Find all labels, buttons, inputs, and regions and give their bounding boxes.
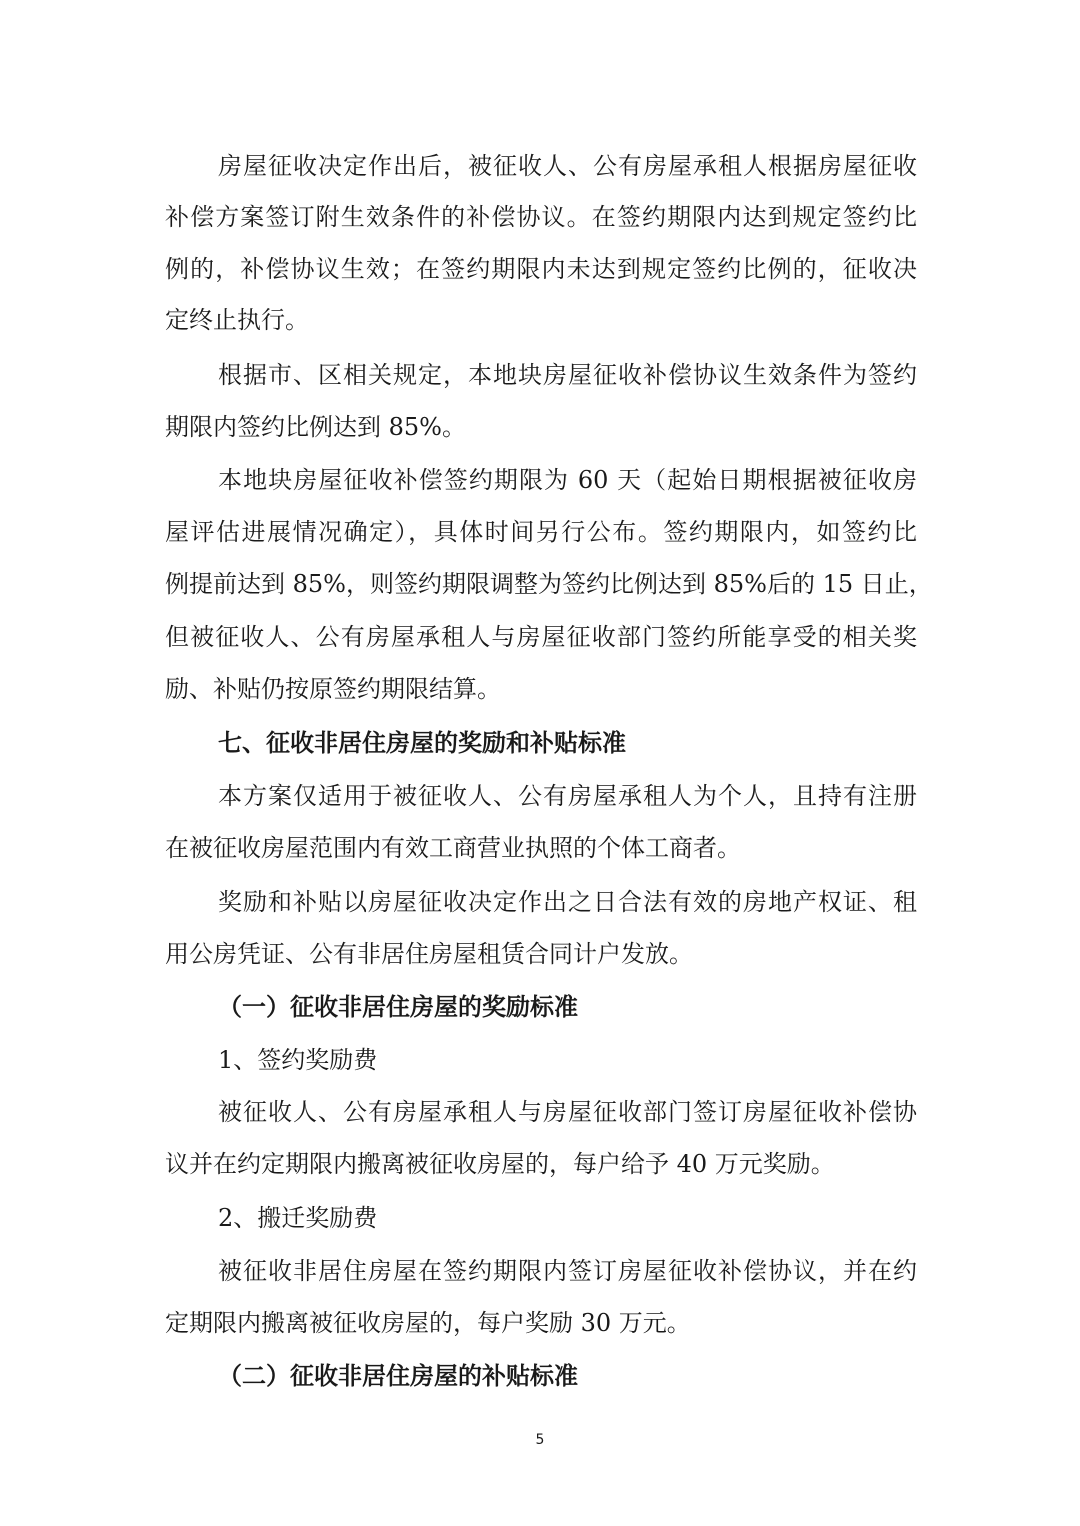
subsection-heading: （二）征收非居住房屋的补贴标准 [218,1362,578,1390]
paragraph-line: 议并在约定期限内搬离被征收房屋的，每户给予 40 万元奖励。 [165,1150,835,1178]
paragraph-line: 奖励和补贴以房屋征收决定作出之日合法有效的房地产权证、租 [218,888,917,916]
paragraph-line: 被征收人、公有房屋承租人与房屋征收部门签订房屋征收补偿协 [218,1098,917,1126]
page-number: 5 [535,1432,545,1448]
paragraph-line: 屋评估进展情况确定），具体时间另行公布。签约期限内，如签约比 [165,518,917,546]
paragraph-line: 被征收非居住房屋在签约期限内签订房屋征收补偿协议，并在约 [218,1257,917,1285]
subsection-heading: （一）征收非居住房屋的奖励标准 [218,993,578,1021]
paragraph-line: 定期限内搬离被征收房屋的，每户奖励 30 万元。 [165,1309,691,1337]
paragraph-line: 用公房凭证、公有非居住房屋租赁合同计户发放。 [165,940,693,968]
item-heading: 2、搬迁奖励费 [218,1204,378,1232]
paragraph-line: 根据市、区相关规定，本地块房屋征收补偿协议生效条件为签约 [218,361,917,389]
paragraph-line: 励、补贴仍按原签约期限结算。 [165,675,501,703]
paragraph-line: 在被征收房屋范围内有效工商营业执照的个体工商者。 [165,834,741,862]
paragraph-line: 本方案仅适用于被征收人、公有房屋承租人为个人，且持有注册 [218,782,917,810]
paragraph-line: 补偿方案签订附生效条件的补偿协议。在签约期限内达到规定签约比 [165,203,917,231]
paragraph-line: 定终止执行。 [165,306,309,334]
section-heading: 七、征收非居住房屋的奖励和补贴标准 [218,729,626,757]
paragraph-line: 例的，补偿协议生效；在签约期限内未达到规定签约比例的，征收决 [165,255,917,283]
paragraph-line: 例提前达到 85%，则签约期限调整为签约比例达到 85%后的 15 日止， [165,570,933,598]
paragraph-line: 但被征收人、公有房屋承租人与房屋征收部门签约所能享受的相关奖 [165,623,917,651]
paragraph-line: 房屋征收决定作出后，被征收人、公有房屋承租人根据房屋征收 [218,152,917,180]
paragraph-line: 期限内签约比例达到 85%。 [165,413,466,441]
paragraph-line: 本地块房屋征收补偿签约期限为 60 天（起始日期根据被征收房 [218,466,917,494]
item-heading: 1、签约奖励费 [218,1046,378,1074]
